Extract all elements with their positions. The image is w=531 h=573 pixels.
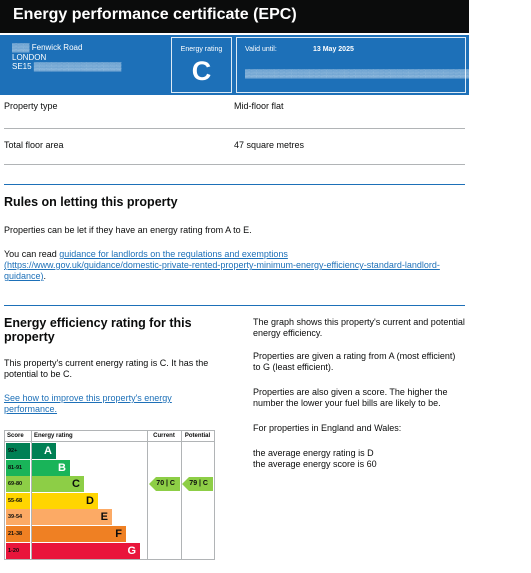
potential-rating-arrow [189, 477, 213, 491]
rules-heading: Rules on letting this property [4, 195, 178, 209]
average-score-text: the average energy score is 60 [253, 459, 377, 469]
page-header [0, 0, 469, 33]
efficiency-heading-line2: property [4, 330, 55, 344]
band-letter-f: F [115, 528, 122, 540]
address-redacted: ▓▓▓ [12, 43, 30, 52]
potential-rating-arrow-text: 79 | C [189, 480, 208, 488]
efficiency-heading-line1: Energy efficiency rating for this [4, 316, 192, 330]
property-type-label: Property type [4, 101, 58, 111]
property-type-value: Mid-floor flat [234, 101, 284, 111]
current-rating-text: This property's current energy rating is C. It has the potential to be C. [4, 358, 209, 379]
band-bar-a [32, 443, 56, 459]
band-bar-g [32, 543, 140, 559]
efficiency-heading [4, 316, 234, 344]
band-bar-d [32, 493, 98, 509]
valid-until-date: 13 May 2025 [313, 46, 354, 53]
energy-rating-chart [4, 430, 215, 560]
band-score-f: 21-38 [6, 526, 30, 542]
band-bar-f [32, 526, 126, 542]
energy-rating-letter: C [191, 56, 212, 86]
band-letter-b: B [58, 461, 66, 474]
floor-area-row [4, 140, 465, 165]
section-divider [4, 305, 465, 306]
band-score-d: 55-68 [6, 493, 30, 509]
band-letter-g: G [127, 544, 136, 557]
rules-paragraph: Properties can be let if they have an energy rating from A to E. [4, 225, 252, 235]
energy-rating-box [171, 37, 232, 93]
band-letter-d: D [86, 494, 94, 507]
chart-header-potential: Potential [184, 433, 211, 439]
band-letter-a: A [44, 445, 52, 457]
average-text [253, 448, 465, 470]
band-bar-b [32, 460, 70, 476]
guidance-prefix: You can read [4, 249, 60, 259]
band-score-b: 81-91 [6, 460, 30, 476]
rating-explanation: Properties are given a rating from A (most efficient) to G (least efficient). [253, 351, 456, 372]
guidance-url-link[interactable]: (https://www.gov.uk/guidance/domestic-private-rented-property-minimum-energy-efficiency-standard-landlord-guidance) [4, 260, 440, 281]
page-title: Energy performance certificate (EPC) [13, 6, 297, 23]
band-score-g: 1-20 [6, 543, 30, 559]
band-score-c: 69-80 [6, 476, 30, 492]
improve-performance-link[interactable]: See how to improve this property's energy performance. [4, 393, 172, 414]
graph-explanation: The graph shows this property's current and potential energy efficiency. [253, 317, 465, 338]
validity-box [236, 37, 531, 93]
guidance-link[interactable]: guidance for landlords on the regulations and exemptions [59, 249, 288, 259]
england-wales-text: For properties in England and Wales: [253, 423, 402, 433]
band-letter-c: C [72, 478, 80, 491]
chart-header-current: Current [153, 433, 175, 439]
band-bar-c [32, 476, 84, 492]
floor-area-label: Total floor area [4, 140, 64, 150]
floor-area-value: 47 square metres [234, 140, 305, 150]
guidance-suffix: . [43, 271, 47, 281]
section-divider [4, 184, 465, 185]
certificate-number-redacted: ▓▓▓▓▓▓▓▓▓▓▓▓▓▓▓▓▓▓▓▓▓▓▓▓▓▓▓▓▓▓▓▓▓▓▓▓▓▓▓▓▓▓▓▓▓▓▓▓▓ [245, 69, 531, 78]
band-score-a: 92+ [6, 443, 30, 459]
energy-rating-label: Energy rating [180, 46, 223, 53]
address-postcode: SE15 [12, 62, 32, 71]
epc-summary-panel [0, 35, 531, 95]
rules-guidance-paragraph [4, 249, 444, 282]
address-postcode-redacted: ▓▓▓▓▓▓▓▓▓▓▓▓▓▓▓ [33, 62, 122, 71]
chart-column-divider [147, 431, 148, 559]
band-score-e: 39-54 [6, 509, 30, 525]
band-letter-e: E [100, 511, 108, 524]
chart-header-score: Score [7, 433, 24, 439]
address-town: LONDON [12, 52, 47, 62]
band-bar-e [32, 509, 112, 525]
chart-header-divider [5, 441, 214, 442]
property-type-row [4, 101, 465, 129]
average-rating-text: the average energy rating is D [253, 448, 374, 458]
valid-until-label: Valid until: [245, 46, 277, 53]
chart-column-divider [181, 431, 182, 559]
current-rating-arrow-text: 70 | C [156, 480, 175, 488]
score-explanation: Properties are also given a score. The higher the number the lower your fuel bills are likely to be. [253, 387, 448, 408]
current-rating-arrow [156, 477, 180, 491]
chart-header-rating: Energy rating [34, 433, 73, 439]
property-address [12, 43, 121, 72]
address-street: Fenwick Road [31, 43, 83, 52]
